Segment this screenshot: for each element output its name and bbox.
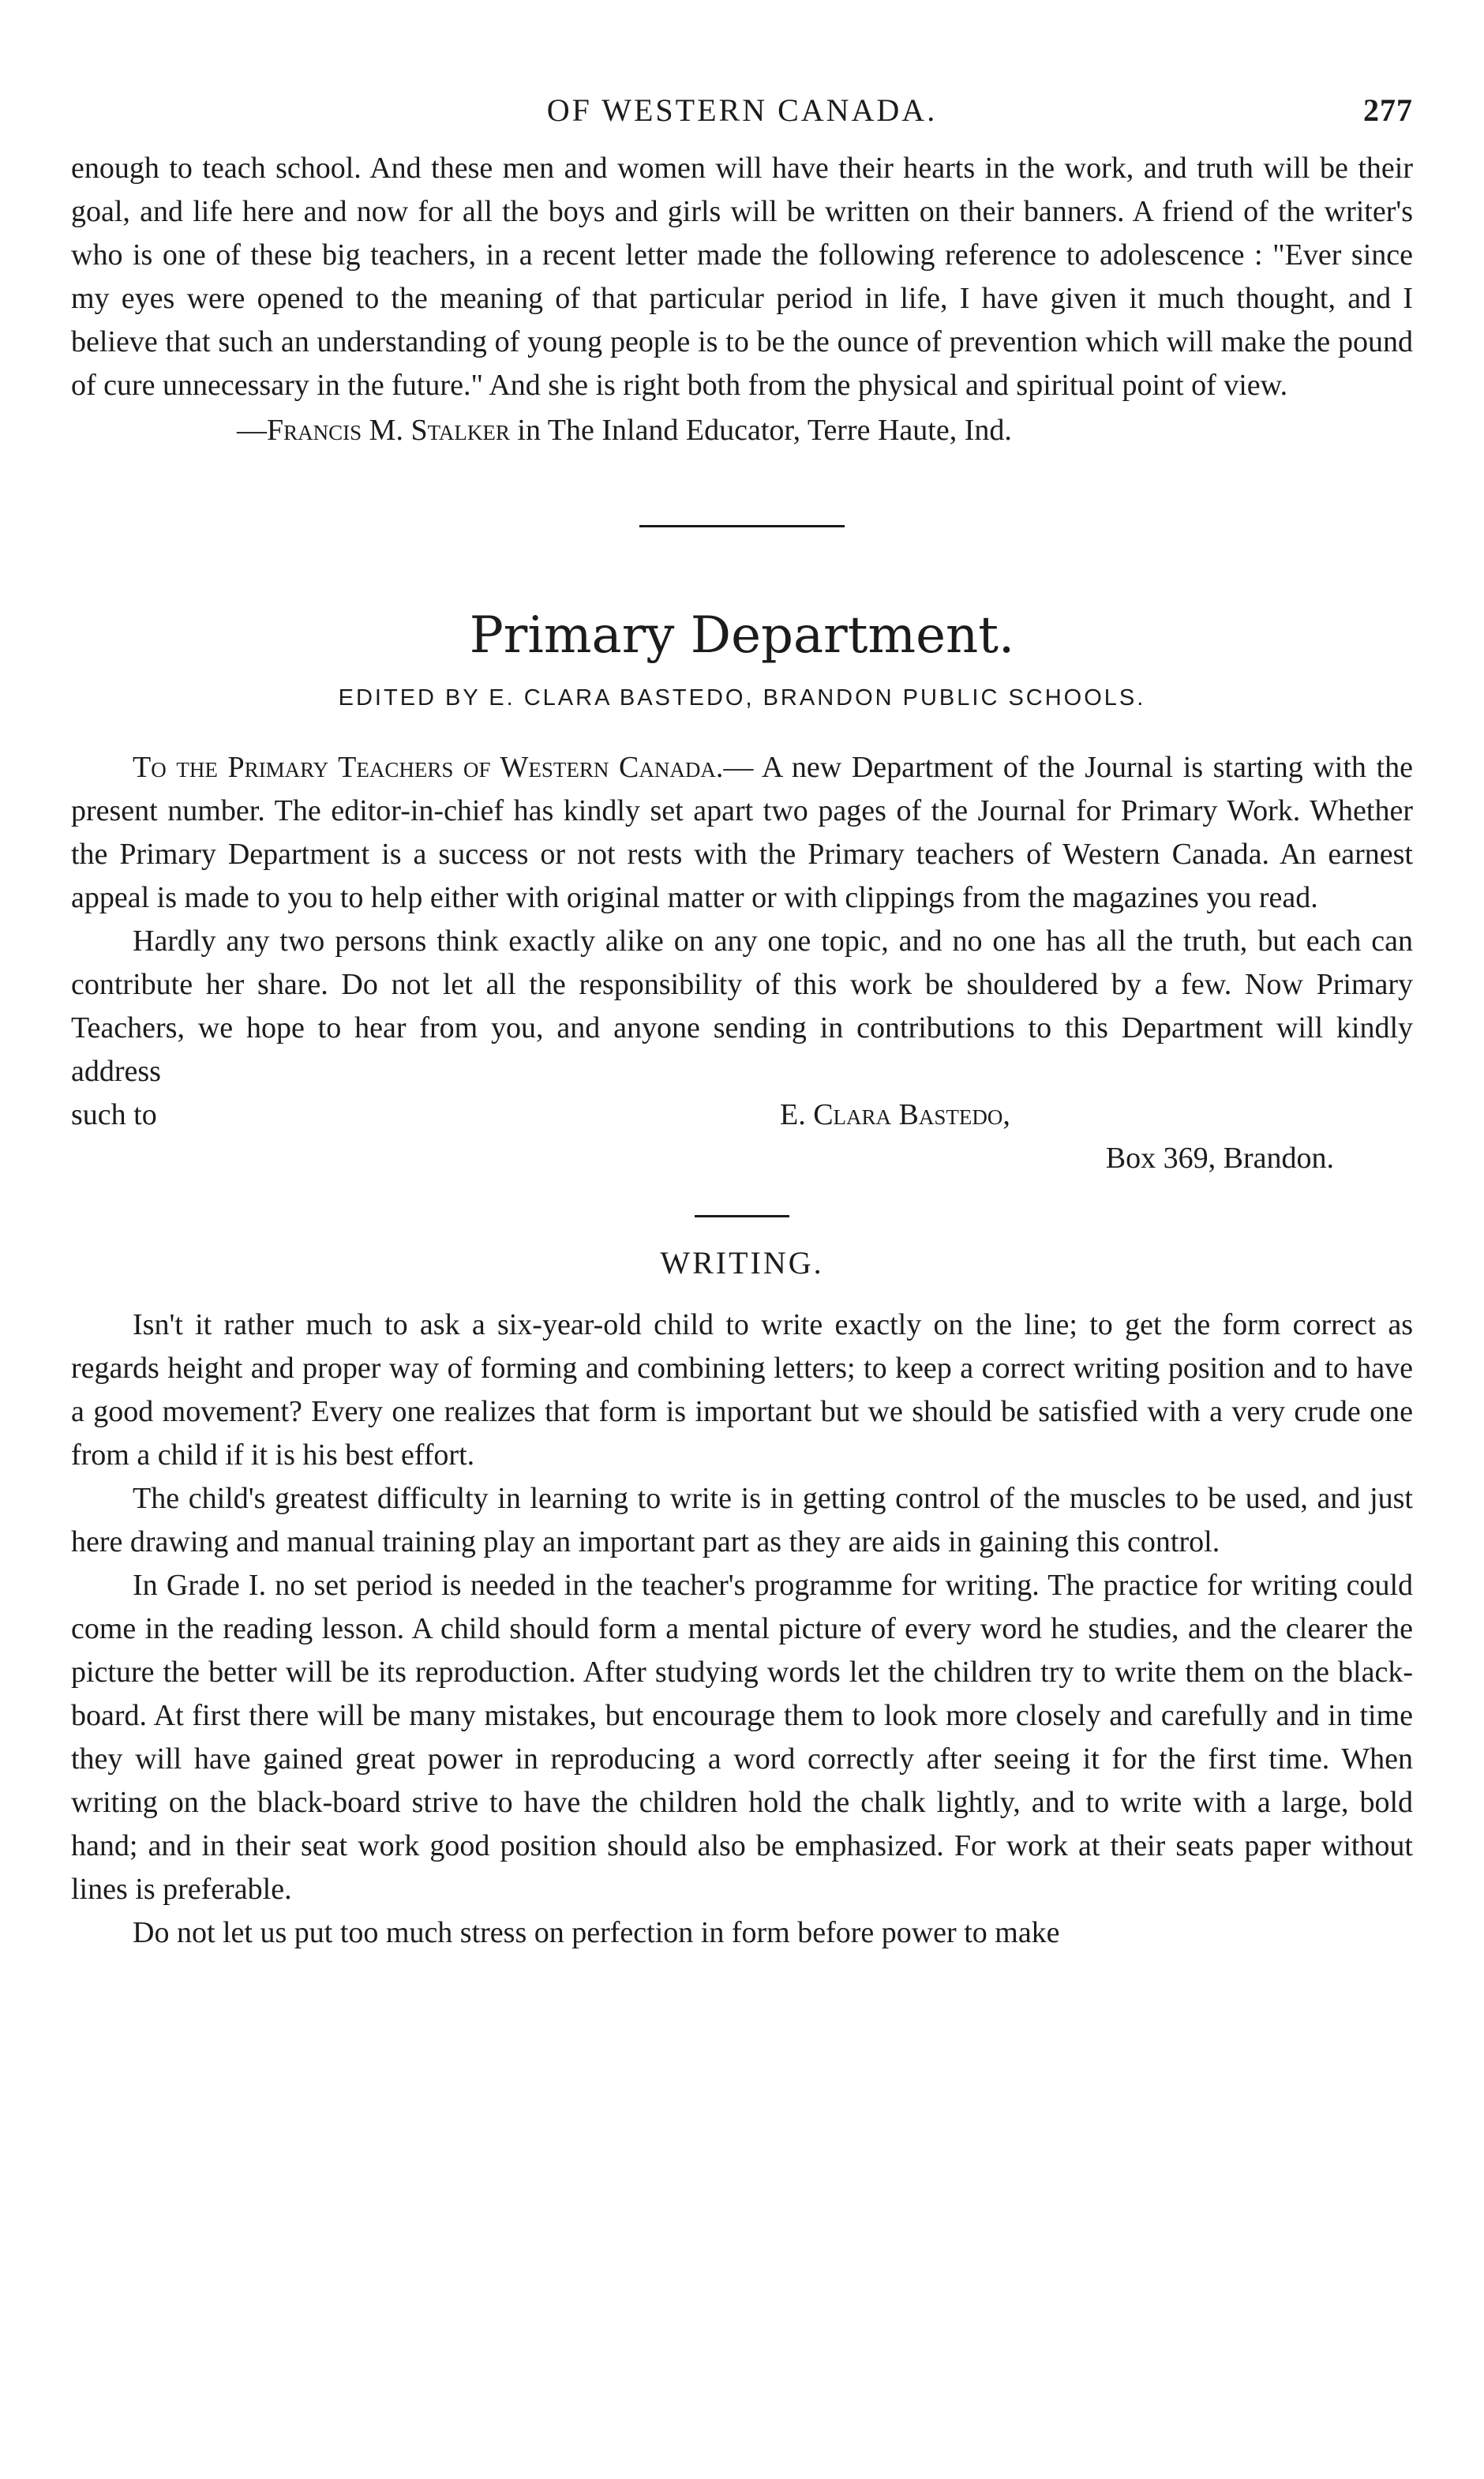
signature-line (71, 1093, 1413, 1137)
article-attribution (237, 409, 1413, 452)
department-title: Primary Department. (469, 606, 1015, 665)
signature-name: E. Clara Bastedo, (780, 1098, 1010, 1131)
department-appeal-paragraph: Hardly any two persons think exactly alike on any one topic, and no one has all the truth, but each can contribute her share. Do not let all the responsibility of this work be shouldered by a few. Now Primary Teachers, we hope to hear from you, and anyone sending in contributions to this Department will kindly address (71, 924, 1413, 1088)
address-heading: To the Primary Teachers of Western Canada. (133, 751, 724, 784)
intro-text: — A new Department of the Journal is starting with the present number. The editor-in-chief has kindly set apart two pages of the Journal for Primary Work. Whether the Primary Department is a success or not rests with the Primary teachers of Western Canada. An earnest appeal is made to you to help either with original matter or with clippings from the magazines you read. (71, 751, 1413, 914)
running-head (71, 79, 1413, 134)
writing-paragraph: In Grade I. no set period is needed in the teacher's programme for writing. The practice for writing could come in the reading lesson. A child should form a mental picture of every word he studies, and the clearer the picture the better will be its reproduction. After studying words let the children try to write them on the black-board. At first there will be many mistakes, but encourage them to look more closely and carefully and in time they will have gained great power in reproducing a word correctly after seeing it for the first time. When writing on the black-board strive to have the children hold the chalk lightly, and to write with a large, bold hand; and in their seat work good position should also be emphasized. For work at their seats paper without lines is preferable. (71, 1569, 1413, 1906)
signature-address: Box 369, Brandon. (1105, 1142, 1334, 1175)
subsection-divider (695, 1215, 789, 1217)
attribution-source: in The Inland Educator, Terre Haute, Ind. (509, 414, 1012, 447)
signature-lead: such to (71, 1098, 157, 1131)
page-number: 277 (1363, 92, 1413, 128)
attribution-author: —Francis M. Stalker (237, 414, 510, 447)
book-page (71, 79, 1413, 1955)
writing-paragraph: Do not let us put too much stress on perfection in form before power to make (133, 1916, 1060, 1949)
department-editor-line: EDITED BY E. CLARA BASTEDO, BRANDON PUBLIC SCHOOLS. (338, 685, 1146, 711)
writing-paragraph: Isn't it rather much to ask a six-year-old child to write exactly on the line; to get the form correct as regards height and proper way of forming and combining letters; to keep a correct writing position and to have a good movement? Every one realizes that form is important but we should be satisfied with a very crude one from a child if it is his best effort. (71, 1308, 1413, 1472)
writing-heading: WRITING. (660, 1245, 824, 1281)
department-intro-paragraph (71, 746, 1413, 920)
writing-paragraph: The child's greatest difficulty in learning to write is in getting control of the muscles to be used, and just here drawing and manual training play an important part as they are aids in gaining this control. (71, 1482, 1413, 1558)
running-title: OF WESTERN CANADA. (546, 92, 938, 128)
continued-paragraph: enough to teach school. And these men and women will have their hearts in the work, and truth will be their goal, and life here and now for all the boys and girls will be written on their banners. A friend of the writer's who is one of these big teachers, in a recent letter made the following reference to adolescence : "Ever since my eyes were opened to the meaning of that particular period in life, I have given it much thought, and I believe that such an understanding of young people is to be the ounce of prevention which will make the pound of cure unnecessary in the future." And she is right both from the physical and spiritual point of view. (71, 152, 1413, 402)
section-divider (639, 525, 845, 527)
